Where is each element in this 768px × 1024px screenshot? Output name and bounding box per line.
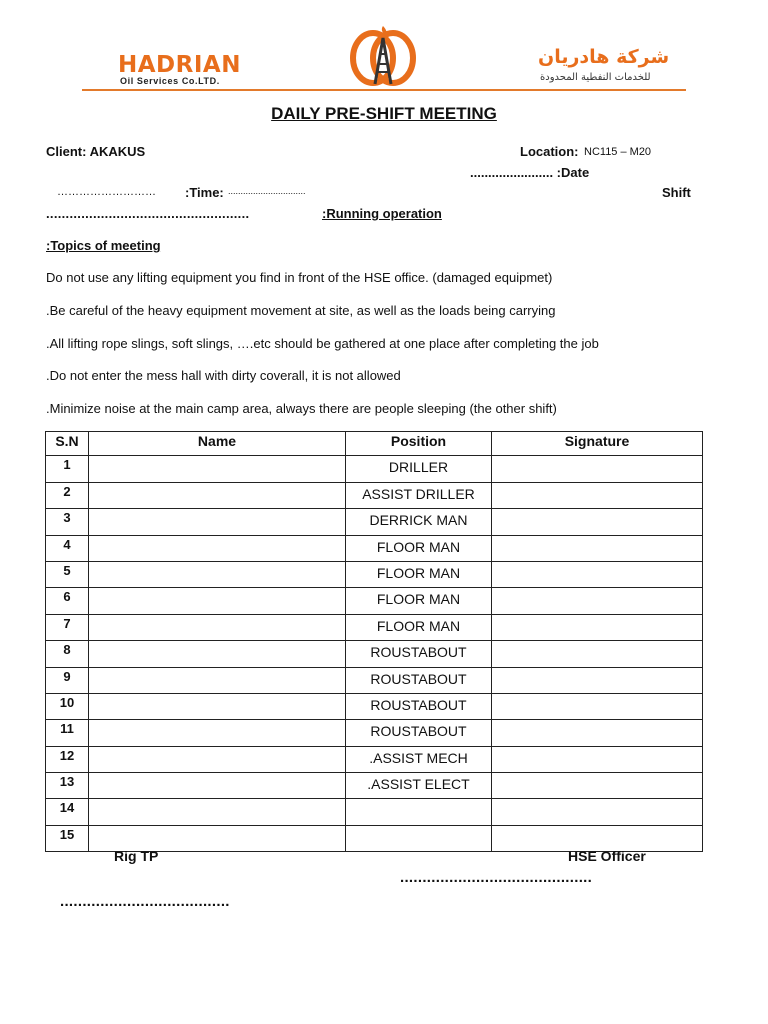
sn-cell: 11 [46, 720, 89, 746]
rig-tp-signature-line[interactable]: ...................................... [60, 893, 230, 910]
signature-cell[interactable] [492, 614, 703, 640]
position-cell [346, 825, 492, 851]
sn-cell: 14 [46, 799, 89, 825]
sn-cell: 8 [46, 641, 89, 667]
name-cell[interactable] [89, 746, 346, 772]
sn-cell: 6 [46, 588, 89, 614]
crew-signature-table [45, 431, 703, 852]
signature-cell[interactable] [492, 561, 703, 587]
table-row [46, 746, 703, 772]
position-cell: .ASSIST MECH [346, 746, 492, 772]
signature-cell[interactable] [492, 799, 703, 825]
name-cell[interactable] [89, 535, 346, 561]
name-cell[interactable] [89, 720, 346, 746]
running-operation-dots: .................................................... [46, 206, 250, 221]
column-header-name: Name [89, 432, 346, 456]
signature-cell[interactable] [492, 641, 703, 667]
signature-cell[interactable] [492, 588, 703, 614]
table-row [46, 561, 703, 587]
topic-item: Do not use any lifting equipment you find in front of the HSE office. (damaged equipmet) [46, 270, 553, 285]
signature-cell[interactable] [492, 509, 703, 535]
time-dots: ……………………… [57, 186, 156, 198]
page-title: DAILY PRE-SHIFT MEETING [271, 104, 497, 123]
signature-cell[interactable] [492, 535, 703, 561]
column-header-position: Position [346, 432, 492, 456]
company-name-en: HADRIAN [118, 52, 241, 78]
name-cell[interactable] [89, 641, 346, 667]
table-row [46, 720, 703, 746]
table-row [46, 456, 703, 482]
sn-cell: 12 [46, 746, 89, 772]
sn-cell: 4 [46, 535, 89, 561]
name-cell[interactable] [89, 561, 346, 587]
sn-cell: 10 [46, 693, 89, 719]
table-header-row [46, 432, 703, 456]
position-cell: FLOOR MAN [346, 561, 492, 587]
position-cell: ROUSTABOUT [346, 641, 492, 667]
topic-item: .Do not enter the mess hall with dirty coverall, it is not allowed [46, 368, 401, 383]
sn-cell: 9 [46, 667, 89, 693]
signature-cell[interactable] [492, 773, 703, 799]
running-operation-label: :Running operation [322, 206, 442, 221]
table-row [46, 693, 703, 719]
position-cell: ASSIST DRILLER [346, 482, 492, 508]
table-row [46, 641, 703, 667]
sn-cell: 5 [46, 561, 89, 587]
position-cell: FLOOR MAN [346, 588, 492, 614]
topic-item: .Minimize noise at the main camp area, always there are people sleeping (the other shift) [46, 401, 557, 416]
position-cell: FLOOR MAN [346, 614, 492, 640]
date-field: ....................... :Date [470, 165, 590, 180]
column-header-signature: Signature [492, 432, 703, 456]
position-cell [346, 799, 492, 825]
time-value: ............................... [228, 186, 306, 196]
table-row [46, 509, 703, 535]
signature-cell[interactable] [492, 693, 703, 719]
name-cell[interactable] [89, 456, 346, 482]
position-cell: ROUSTABOUT [346, 667, 492, 693]
topic-item: .Be careful of the heavy equipment movement at site, as well as the loads being carrying [46, 303, 556, 318]
table-row [46, 535, 703, 561]
signature-cell[interactable] [492, 456, 703, 482]
hse-officer-signature-line[interactable]: ........................................... [400, 869, 593, 886]
position-cell: FLOOR MAN [346, 535, 492, 561]
sn-cell: 15 [46, 825, 89, 851]
sn-cell: 2 [46, 482, 89, 508]
signature-cell[interactable] [492, 482, 703, 508]
name-cell[interactable] [89, 614, 346, 640]
company-name-ar: شركة هادريان [538, 46, 670, 68]
client-field: Client: AKAKUS [46, 144, 146, 159]
position-cell: ROUSTABOUT [346, 720, 492, 746]
name-cell[interactable] [89, 509, 346, 535]
name-cell[interactable] [89, 667, 346, 693]
name-cell[interactable] [89, 799, 346, 825]
table-row [46, 799, 703, 825]
sn-cell: 1 [46, 456, 89, 482]
column-header-sn: S.N [46, 432, 89, 456]
time-label: :Time: [185, 185, 224, 200]
hse-officer-label: HSE Officer [568, 848, 646, 864]
signature-cell[interactable] [492, 746, 703, 772]
table-row [46, 614, 703, 640]
shift-label: Shift [662, 185, 691, 200]
sn-cell: 3 [46, 509, 89, 535]
signature-cell[interactable] [492, 720, 703, 746]
table-row [46, 482, 703, 508]
topics-heading: :Topics of meeting [46, 238, 161, 253]
signature-cell[interactable] [492, 667, 703, 693]
company-subtitle-ar: للخدمات النفطية المحدودة [540, 72, 651, 83]
position-cell: DERRICK MAN [346, 509, 492, 535]
location-label: Location: [520, 144, 579, 159]
table-row [46, 588, 703, 614]
position-cell: .ASSIST ELECT [346, 773, 492, 799]
topic-item: .All lifting rope slings, soft slings, ….etc should be gathered at one place after completing the job [46, 336, 599, 351]
rig-tp-label: Rig TP [114, 848, 159, 864]
location-value: NC115 – M20 [584, 146, 652, 158]
header-divider [82, 89, 686, 91]
table-row [46, 667, 703, 693]
name-cell[interactable] [89, 773, 346, 799]
position-cell: ROUSTABOUT [346, 693, 492, 719]
table-row [46, 773, 703, 799]
sn-cell: 13 [46, 773, 89, 799]
name-cell[interactable] [89, 693, 346, 719]
position-cell: DRILLER [346, 456, 492, 482]
company-subtitle-en: Oil Services Co.LTD. [120, 76, 220, 86]
sn-cell: 7 [46, 614, 89, 640]
derrick-logo-icon [349, 20, 417, 86]
name-cell[interactable] [89, 588, 346, 614]
name-cell[interactable] [89, 482, 346, 508]
